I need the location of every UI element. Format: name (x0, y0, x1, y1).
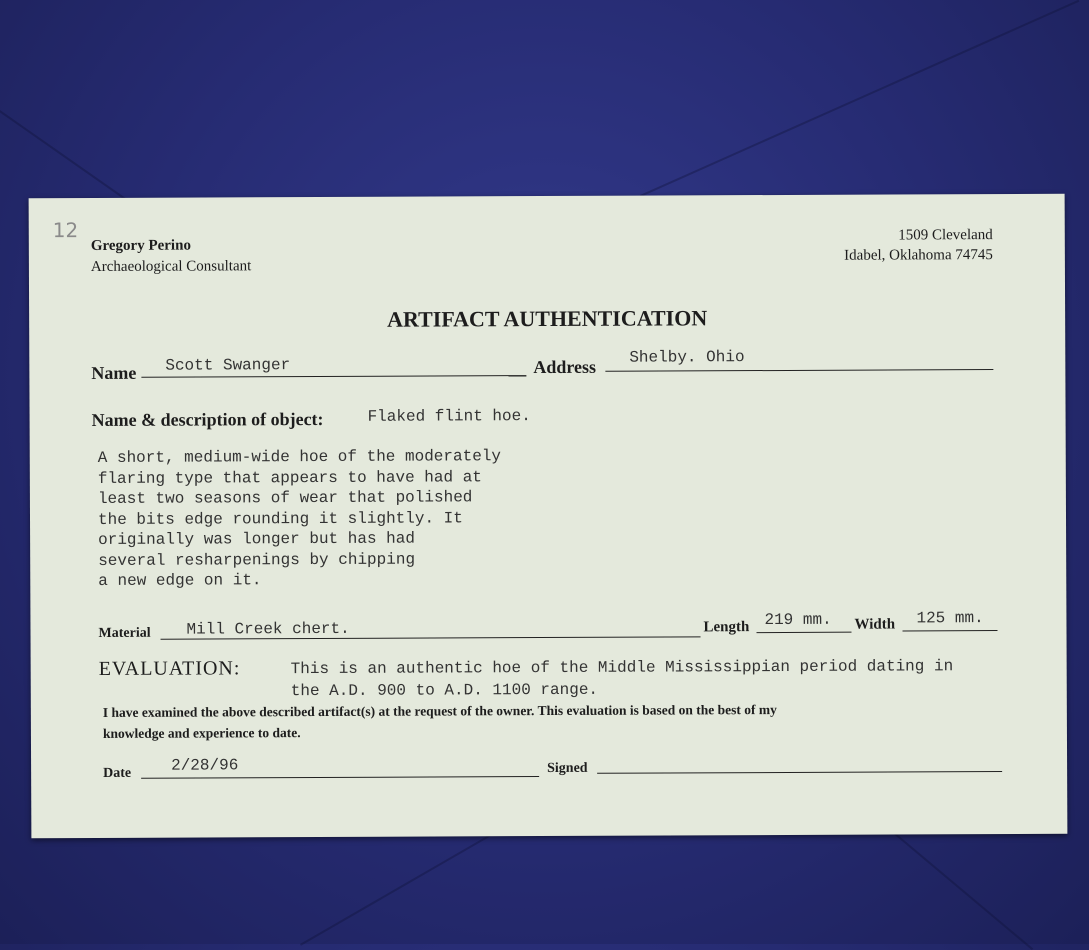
name-field (141, 357, 526, 378)
address-value: Shelby. Ohio (629, 348, 745, 367)
statement-line: I have examined the above described artifact(s) at the request of the owner. This evaluation is based on the best of my (102, 702, 777, 720)
description-line: several resharpenings by chipping (98, 550, 416, 570)
material-field (160, 618, 700, 639)
handwritten-number: 12 (52, 218, 79, 243)
object-value: Flaked flint hoe. (367, 407, 531, 426)
width-field (902, 609, 997, 631)
material-label: Material (98, 625, 151, 641)
description (98, 446, 502, 591)
date-value: 2/28/96 (171, 756, 239, 775)
length-field (756, 610, 851, 633)
name-value: Scott Swanger (165, 356, 291, 375)
evaluation-line: This is an authentic hoe of the Middle Mississippian period dating in (290, 657, 954, 679)
name-label: Name (91, 362, 137, 383)
statement-line: knowledge and experience to date. (102, 725, 301, 741)
signed-label: Signed (547, 760, 588, 777)
address-label: Address (533, 356, 597, 378)
signature-field (597, 753, 1002, 774)
material-value: Mill Creek chert. (186, 619, 350, 639)
description-line: least two seasons of wear that polished (97, 488, 473, 508)
fabric-fold (879, 820, 1033, 950)
address-line-1: 1509 Cleveland (898, 227, 993, 244)
description-line: A short, medium-wide hoe of the moderately (97, 447, 502, 467)
date-field (141, 758, 539, 779)
consultant-name: Gregory Perino (90, 237, 191, 254)
width-label: Width (854, 616, 896, 633)
width-value: 125 mm. (916, 609, 984, 628)
consultant-title: Archaeological Consultant (90, 258, 252, 275)
length-value: 219 mm. (764, 610, 832, 630)
form-title: ARTIFACT AUTHENTICATION (387, 305, 708, 332)
description-line: the bits edge rounding it slightly. It (97, 508, 463, 529)
evaluation-line: the A.D. 900 to A.D. 1100 range. (290, 680, 599, 701)
date-label: Date (103, 765, 132, 781)
address-field (605, 348, 993, 372)
address-line-2: Idabel, Oklahoma 74745 (844, 247, 993, 264)
evaluation-label: EVALUATION: (98, 657, 241, 680)
authentication-certificate (29, 194, 1068, 839)
description-line: flaring type that appears to have had at (97, 467, 482, 488)
length-label: Length (703, 619, 750, 636)
evaluation-text (291, 655, 954, 702)
fabric-fold (640, 0, 1079, 197)
statement (103, 699, 777, 744)
description-line: a new edge on it. (98, 571, 262, 590)
description-line: originally was longer but has had (98, 529, 415, 549)
object-label: Name & description of object: (91, 408, 324, 430)
